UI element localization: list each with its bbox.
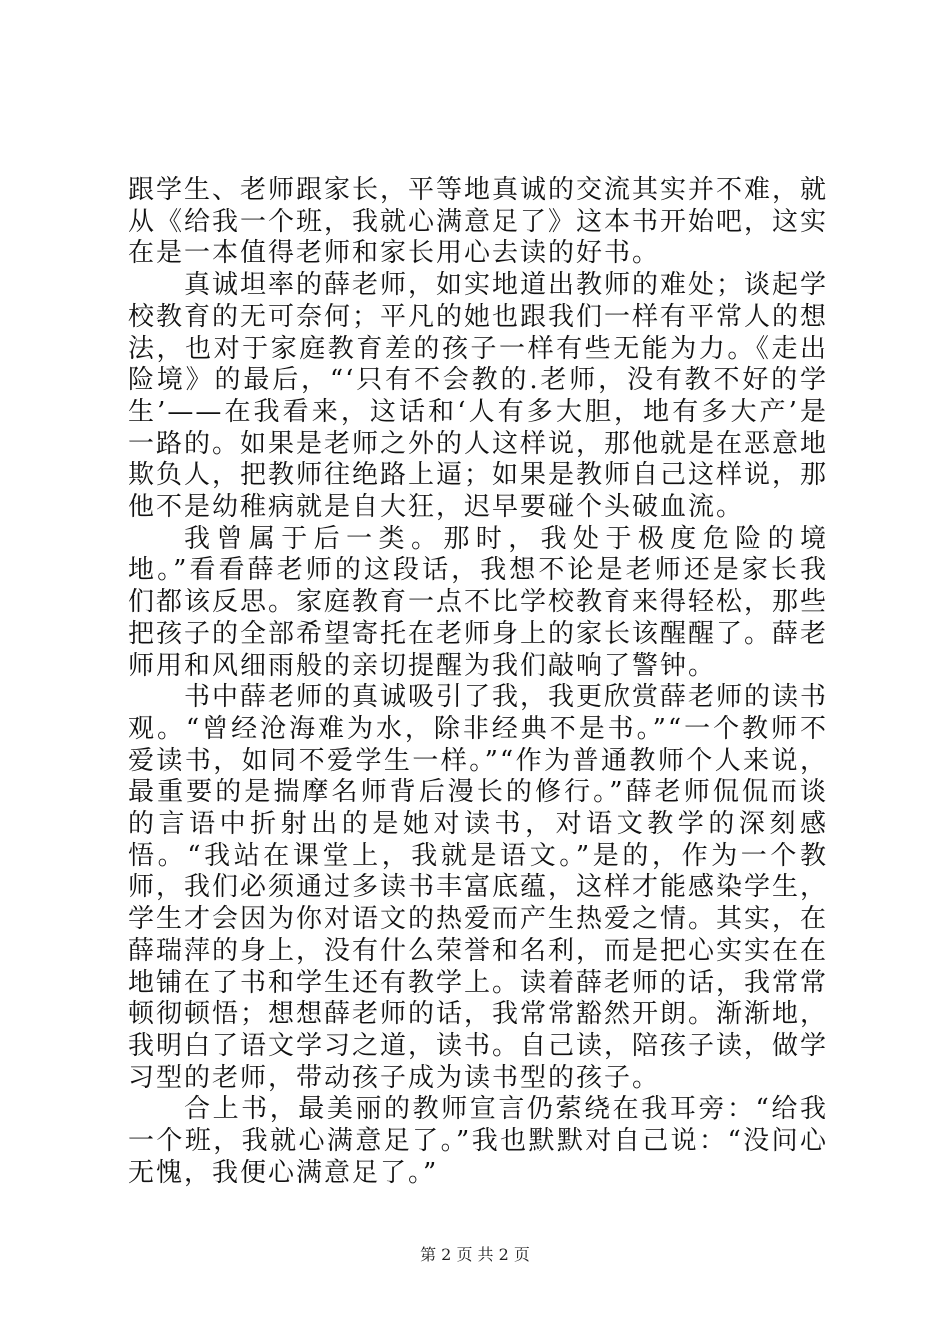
paragraph-1: 跟学生、老师跟家长，平等地真诚的交流其实并不难，就从《给我一个班，我就心满意足了》这本书开始吧，这实在是一本值得老师和家长用心去读的好书。 — [128, 175, 829, 269]
paragraph-3: 我曾属于后一类。那时，我处于极度危险的境地。”看看薛老师的这段话，我想不论是老师还是家长我们都该反思。家庭教育一点不比学校教育来得轻松，那些把孩子的全部希望寄托在老师身上的家长该醒醒了。薛老师用和风细雨般的亲切提醒为我们敲响了警钟。 — [128, 523, 829, 681]
page-number-footer: 第 2 页 共 2 页 — [420, 1245, 530, 1264]
paragraph-5: 合上书，最美丽的教师宣言仍萦绕在我耳旁：“给我一个班，我就心满意足了。”我也默默对自己说：“没问心无愧，我便心满意足了。” — [128, 1094, 828, 1188]
paragraph-4: 书中薛老师的真诚吸引了我，我更欣赏薛老师的读书观。“曾经沧海难为水，除非经典不是书。”“一个教师不爱读书，如同不爱学生一样。”“作为普通教师个人来说，最重要的是揣摩名师背后漫长的修行。”薛老师侃侃而谈的言语中折射出的是她对读书，对语文教学的深刻感悟。“我站在课堂上，我就是语文。”是的，作为一个教师，我们必须通过多读书丰富底蕴，这样才能感染学生，学生才会因为你对语文的热爱而产生热爱之情。其实，在薛瑞萍的身上，没有什么荣誉和名利，而是把心实实在在地铺在了书和学生还有教学上。读着薛老师的话，我常常顿彻顿悟；想想薛老师的话，我常常豁然开朗。渐渐地，我明白了语文学习之道，读书。自己读，陪孩子读，做学习型的老师，带动孩子成为读书型的孩子。 — [128, 682, 829, 1093]
document-body — [128, 175, 828, 1190]
paragraph-2: 真诚坦率的薛老师，如实地道出教师的难处；谈起学校教育的无可奈何；平凡的她也跟我们一样有平常人的想法，也对于家庭教育差的孩子一样有些无能为力。《走出险境》的最后，“‘只有不会教的.老师，没有教不好的学生’——在我看来，这话和‘人有多大胆，地有多大产’是一路的。如果是老师之外的人这样说，那他就是在恶意地欺负人，把教师往绝路上逼；如果是教师自己这样说，那他不是幼稚病就是自大狂，迟早要碰个头破血流。 — [128, 270, 829, 523]
